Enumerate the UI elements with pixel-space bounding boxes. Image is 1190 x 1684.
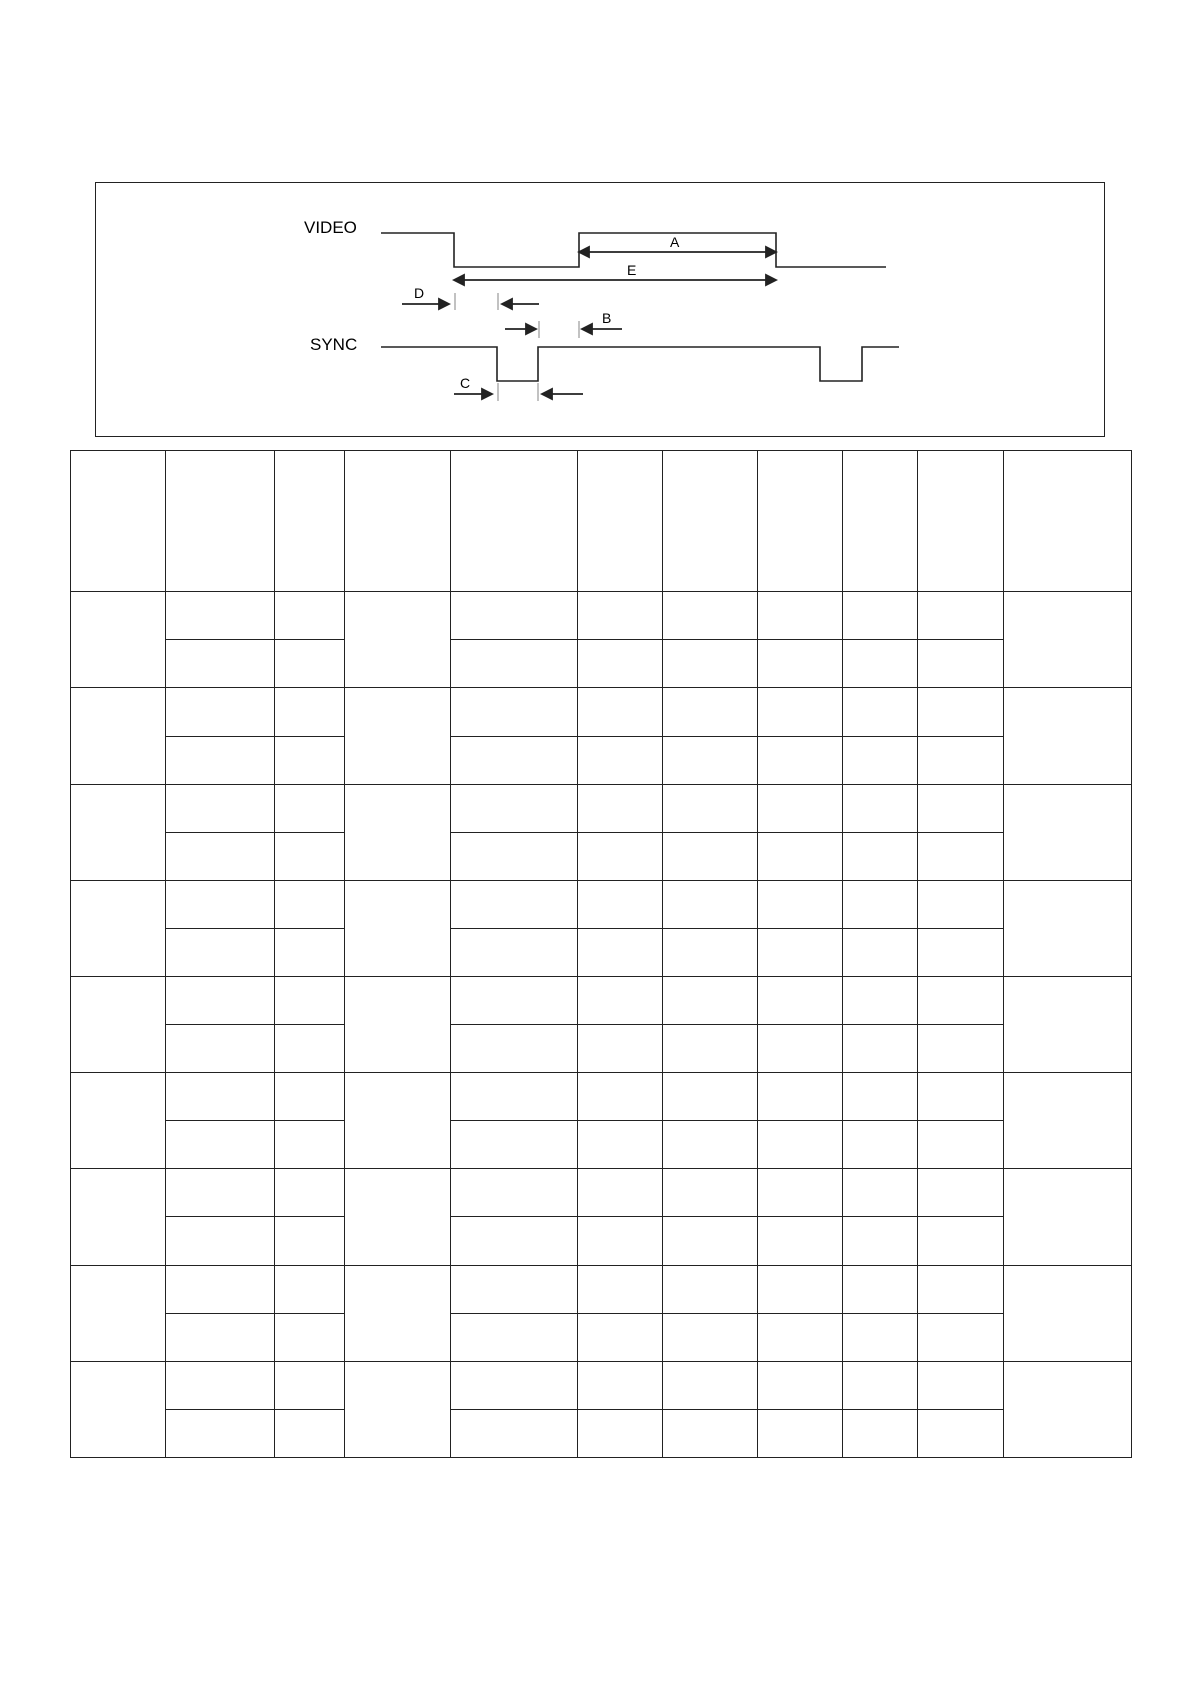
table-cell bbox=[166, 832, 275, 880]
table-cell bbox=[843, 1265, 918, 1313]
header-cell bbox=[843, 451, 918, 592]
group-cell bbox=[345, 784, 451, 880]
table-cell bbox=[918, 1121, 1004, 1169]
table-cell bbox=[166, 1409, 275, 1457]
table-cell bbox=[918, 1217, 1004, 1265]
table-row bbox=[71, 1313, 1132, 1361]
table-cell bbox=[758, 1409, 843, 1457]
label-c: C bbox=[460, 375, 471, 391]
group-cell bbox=[71, 977, 166, 1073]
table-cell bbox=[166, 977, 275, 1025]
group-cell bbox=[71, 1169, 166, 1265]
table-cell bbox=[663, 1361, 758, 1409]
table-cell bbox=[663, 1265, 758, 1313]
table-cell bbox=[843, 1121, 918, 1169]
table-cell bbox=[166, 688, 275, 736]
table-cell bbox=[663, 1121, 758, 1169]
table-cell bbox=[918, 1073, 1004, 1121]
table-cell bbox=[843, 1025, 918, 1073]
table-cell bbox=[451, 1361, 578, 1409]
timing-table bbox=[70, 450, 1132, 1458]
table-cell bbox=[663, 1313, 758, 1361]
group-cell bbox=[1004, 1265, 1132, 1361]
table-cell bbox=[918, 977, 1004, 1025]
table-cell bbox=[166, 1313, 275, 1361]
header-cell bbox=[275, 451, 345, 592]
table-cell bbox=[578, 592, 663, 640]
table-cell bbox=[918, 640, 1004, 688]
table-cell bbox=[663, 928, 758, 976]
table-cell bbox=[843, 640, 918, 688]
table-cell bbox=[918, 1313, 1004, 1361]
header-cell bbox=[451, 451, 578, 592]
group-cell bbox=[1004, 977, 1132, 1073]
table-cell bbox=[918, 1361, 1004, 1409]
table-row bbox=[71, 977, 1132, 1025]
table-cell bbox=[758, 832, 843, 880]
table-cell bbox=[843, 880, 918, 928]
table-cell bbox=[663, 592, 758, 640]
group-cell bbox=[1004, 880, 1132, 976]
table-cell bbox=[166, 1025, 275, 1073]
table-cell bbox=[578, 832, 663, 880]
table-cell bbox=[663, 1025, 758, 1073]
header-cell bbox=[918, 451, 1004, 592]
table-row bbox=[71, 1169, 1132, 1217]
table-cell bbox=[758, 977, 843, 1025]
table-cell bbox=[275, 1169, 345, 1217]
table-cell bbox=[578, 1025, 663, 1073]
header-cell bbox=[663, 451, 758, 592]
group-cell bbox=[71, 1265, 166, 1361]
table-body bbox=[71, 451, 1132, 1458]
table-cell bbox=[843, 977, 918, 1025]
table-cell bbox=[275, 977, 345, 1025]
table-cell bbox=[166, 1073, 275, 1121]
group-cell bbox=[345, 977, 451, 1073]
table-row bbox=[71, 928, 1132, 976]
table-cell bbox=[275, 688, 345, 736]
table-cell bbox=[166, 928, 275, 976]
table-cell bbox=[843, 1073, 918, 1121]
table-cell bbox=[451, 1169, 578, 1217]
table-cell bbox=[166, 1265, 275, 1313]
table-cell bbox=[758, 1217, 843, 1265]
table-cell bbox=[918, 1169, 1004, 1217]
table-cell bbox=[918, 928, 1004, 976]
sync-waveform bbox=[381, 347, 899, 381]
table-cell bbox=[918, 784, 1004, 832]
group-cell bbox=[71, 784, 166, 880]
table-cell bbox=[166, 1121, 275, 1169]
table-cell bbox=[758, 928, 843, 976]
table-cell bbox=[166, 592, 275, 640]
label-a: A bbox=[670, 234, 680, 250]
table-cell bbox=[758, 880, 843, 928]
table-cell bbox=[451, 880, 578, 928]
table-cell bbox=[275, 1073, 345, 1121]
table-row bbox=[71, 1361, 1132, 1409]
table-cell bbox=[451, 1025, 578, 1073]
table-cell bbox=[578, 1217, 663, 1265]
table-cell bbox=[663, 640, 758, 688]
group-cell bbox=[71, 1073, 166, 1169]
group-cell bbox=[71, 880, 166, 976]
table-cell bbox=[578, 1409, 663, 1457]
table-cell bbox=[275, 1025, 345, 1073]
table-cell bbox=[275, 928, 345, 976]
table-cell bbox=[451, 928, 578, 976]
table-row bbox=[71, 1073, 1132, 1121]
table-cell bbox=[275, 1217, 345, 1265]
table-cell bbox=[843, 1361, 918, 1409]
table-cell bbox=[275, 1313, 345, 1361]
table-cell bbox=[166, 1169, 275, 1217]
table-cell bbox=[451, 1073, 578, 1121]
table-cell bbox=[918, 1409, 1004, 1457]
table-cell bbox=[275, 1361, 345, 1409]
table-cell bbox=[275, 832, 345, 880]
table-cell bbox=[918, 832, 1004, 880]
group-cell bbox=[71, 1361, 166, 1457]
table-cell bbox=[578, 1361, 663, 1409]
table-cell bbox=[843, 1409, 918, 1457]
table-cell bbox=[451, 1265, 578, 1313]
header-cell bbox=[1004, 451, 1132, 592]
table-cell bbox=[758, 1073, 843, 1121]
header-cell bbox=[758, 451, 843, 592]
table-cell bbox=[451, 1313, 578, 1361]
table-cell bbox=[843, 928, 918, 976]
table-cell bbox=[918, 1265, 1004, 1313]
table-cell bbox=[275, 1265, 345, 1313]
group-cell bbox=[1004, 1073, 1132, 1169]
table-cell bbox=[166, 640, 275, 688]
table-cell bbox=[843, 688, 918, 736]
table-cell bbox=[758, 640, 843, 688]
table-row bbox=[71, 736, 1132, 784]
table-cell bbox=[918, 1025, 1004, 1073]
header-cell bbox=[345, 451, 451, 592]
table-cell bbox=[758, 1025, 843, 1073]
table-header-row bbox=[71, 451, 1132, 592]
table-cell bbox=[843, 1313, 918, 1361]
table-cell bbox=[275, 784, 345, 832]
table-cell bbox=[275, 880, 345, 928]
group-cell bbox=[1004, 592, 1132, 688]
table-cell bbox=[451, 1121, 578, 1169]
table-cell bbox=[275, 592, 345, 640]
table-cell bbox=[451, 592, 578, 640]
table-cell bbox=[663, 1217, 758, 1265]
table-row bbox=[71, 1025, 1132, 1073]
table-cell bbox=[578, 736, 663, 784]
table-row bbox=[71, 880, 1132, 928]
table-cell bbox=[663, 832, 758, 880]
table-cell bbox=[166, 1361, 275, 1409]
table-cell bbox=[578, 977, 663, 1025]
table-cell bbox=[843, 1217, 918, 1265]
table-cell bbox=[758, 1265, 843, 1313]
table-cell bbox=[451, 1409, 578, 1457]
table-cell bbox=[663, 1073, 758, 1121]
table-cell bbox=[451, 736, 578, 784]
group-cell bbox=[71, 592, 166, 688]
table-cell bbox=[578, 784, 663, 832]
table-cell bbox=[758, 1313, 843, 1361]
header-cell bbox=[578, 451, 663, 592]
waveform-svg bbox=[96, 183, 1106, 438]
table-cell bbox=[918, 592, 1004, 640]
group-cell bbox=[345, 688, 451, 784]
table-cell bbox=[578, 1313, 663, 1361]
table-cell bbox=[275, 640, 345, 688]
table-cell bbox=[843, 784, 918, 832]
table-cell bbox=[578, 1265, 663, 1313]
group-cell bbox=[345, 1361, 451, 1457]
table-cell bbox=[758, 688, 843, 736]
table-row bbox=[71, 784, 1132, 832]
group-cell bbox=[71, 688, 166, 784]
label-b: B bbox=[602, 310, 612, 326]
table-row bbox=[71, 1217, 1132, 1265]
table-cell bbox=[918, 736, 1004, 784]
table-cell bbox=[451, 640, 578, 688]
table-cell bbox=[758, 592, 843, 640]
label-e: E bbox=[627, 262, 637, 278]
table-cell bbox=[166, 880, 275, 928]
table-cell bbox=[663, 1169, 758, 1217]
table-cell bbox=[918, 688, 1004, 736]
group-cell bbox=[345, 592, 451, 688]
table-cell bbox=[578, 880, 663, 928]
table-cell bbox=[578, 1121, 663, 1169]
table-cell bbox=[758, 736, 843, 784]
table-cell bbox=[663, 1409, 758, 1457]
table-cell bbox=[578, 1073, 663, 1121]
timing-diagram bbox=[95, 182, 1105, 437]
table-row bbox=[71, 832, 1132, 880]
table-cell bbox=[843, 832, 918, 880]
table-cell bbox=[451, 784, 578, 832]
table-row bbox=[71, 1409, 1132, 1457]
table-cell bbox=[275, 1409, 345, 1457]
table-row bbox=[71, 1121, 1132, 1169]
video-label: VIDEO bbox=[304, 218, 357, 237]
table-cell bbox=[166, 784, 275, 832]
table-cell bbox=[275, 1121, 345, 1169]
table-cell bbox=[451, 832, 578, 880]
table-cell bbox=[843, 736, 918, 784]
group-cell bbox=[1004, 1169, 1132, 1265]
group-cell bbox=[345, 1169, 451, 1265]
table-cell bbox=[758, 1169, 843, 1217]
group-cell bbox=[345, 1265, 451, 1361]
table-cell bbox=[663, 736, 758, 784]
table-cell bbox=[843, 592, 918, 640]
header-cell bbox=[166, 451, 275, 592]
table-cell bbox=[663, 880, 758, 928]
table-cell bbox=[578, 688, 663, 736]
header-cell bbox=[71, 451, 166, 592]
group-cell bbox=[1004, 784, 1132, 880]
group-cell bbox=[345, 880, 451, 976]
group-cell bbox=[1004, 1361, 1132, 1457]
table-cell bbox=[578, 928, 663, 976]
table-cell bbox=[578, 640, 663, 688]
table-cell bbox=[663, 784, 758, 832]
table-cell bbox=[663, 688, 758, 736]
group-cell bbox=[345, 1073, 451, 1169]
table-cell bbox=[451, 977, 578, 1025]
table-cell bbox=[578, 1169, 663, 1217]
table-cell bbox=[451, 688, 578, 736]
table-cell bbox=[451, 1217, 578, 1265]
table-cell bbox=[166, 1217, 275, 1265]
sync-label: SYNC bbox=[310, 335, 358, 354]
table-cell bbox=[663, 977, 758, 1025]
table-cell bbox=[758, 1121, 843, 1169]
table-cell bbox=[918, 880, 1004, 928]
table-row bbox=[71, 592, 1132, 640]
table-cell bbox=[166, 736, 275, 784]
table-row bbox=[71, 640, 1132, 688]
table-row bbox=[71, 1265, 1132, 1313]
table-cell bbox=[758, 1361, 843, 1409]
table-cell bbox=[758, 784, 843, 832]
group-cell bbox=[1004, 688, 1132, 784]
table-cell bbox=[843, 1169, 918, 1217]
label-d: D bbox=[414, 285, 425, 301]
table-row bbox=[71, 688, 1132, 736]
table-cell bbox=[275, 736, 345, 784]
